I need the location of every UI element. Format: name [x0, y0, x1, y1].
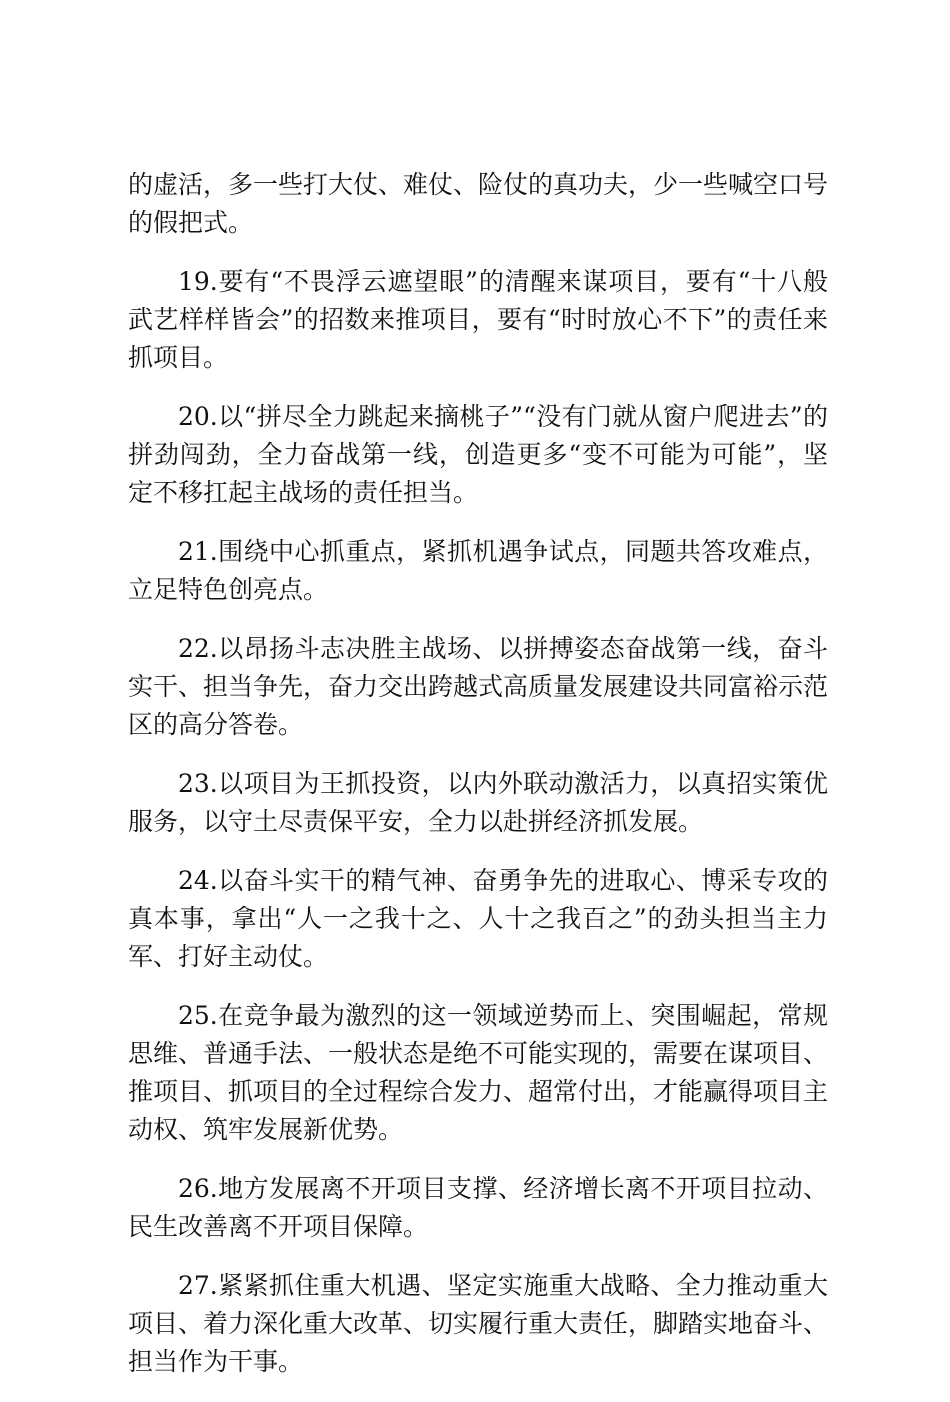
paragraph-item-21: 21.围绕中心抓重点，紧抓机遇争试点，同题共答攻难点，立足特色创亮点。 — [128, 537, 828, 604]
paragraph-item-24: 24.以奋斗实干的精气神、奋勇争先的进取心、博采专攻的真本事，拿出“人一之我十之、人十之我百之”的劲头担当主力军、打好主动仗。 — [128, 866, 828, 971]
paragraph-item-26: 26.地方发展离不开项目支撑、经济增长离不开项目拉动、民生改善离不开项目保障。 — [128, 1174, 828, 1241]
paragraph-item-19: 19.要有“不畏浮云遮望眼”的清醒来谋项目，要有“十八般武艺样样皆会”的招数来推项目，要有“时时放心不下”的责任来抓项目。 — [128, 267, 828, 372]
document-body — [128, 166, 828, 1402]
paragraph-item-27: 27.紧紧抓住重大机遇、坚定实施重大战略、全力推动重大项目、着力深化重大改革、切实履行重大责任，脚踏实地奋斗、担当作为干事。 — [128, 1271, 829, 1376]
paragraph-continuation: 的虚活，多一些打大仗、难仗、险仗的真功夫，少一些喊空口号的假把式。 — [128, 170, 829, 237]
paragraph-item-23: 23.以项目为王抓投资，以内外联动激活力，以真招实策优服务，以守土尽责保平安，全力以赴拼经济抓发展。 — [128, 769, 828, 836]
paragraph-item-20: 20.以“拼尽全力跳起来摘桃子”“没有门就从窗户爬进去”的拼劲闯劲，全力奋战第一线，创造更多“变不可能为可能”，坚定不移扛起主战场的责任担当。 — [128, 402, 828, 507]
paragraph-item-25: 25.在竞争最为激烈的这一领域逆势而上、突围崛起，常规思维、普通手法、一般状态是绝不可能实现的，需要在谋项目、推项目、抓项目的全过程综合发力、超常付出，才能赢得项目主动权、筑牢发展新优势。 — [128, 1001, 829, 1144]
paragraph-item-22: 22.以昂扬斗志决胜主战场、以拼搏姿态奋战第一线，奋斗实干、担当争先，奋力交出跨越式高质量发展建设共同富裕示范区的高分答卷。 — [128, 634, 829, 739]
